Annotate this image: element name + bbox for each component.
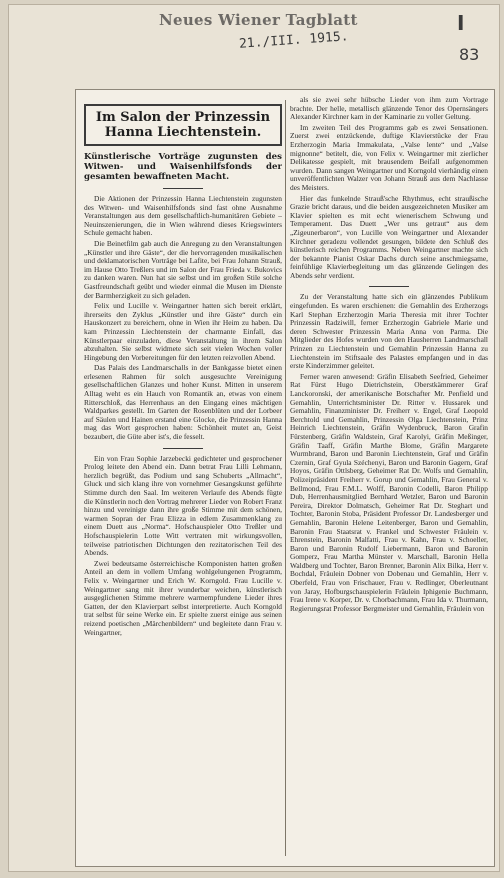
archive-mark bbox=[455, 11, 495, 77]
article-headline: Im Salon der Prinzessin Hanna Liechtenstein. bbox=[95, 110, 271, 140]
paragraph: Im zweiten Teil des Programms gab es zwei Sensationen. Zuerst zwei entzückende, duftige Klavierstücke der Frau Erzherzogin Maria Immakulata, „Valse lente“ und „Valse mignonne“ betitelt, die, von Felix v. Weingartner mit zierlicher Delikatesse gespielt, mit brausendem Beifall aufgenommen wurden. Dann sangen Weingartner und Korngold vierhändig einen unveröffentlichten Walzer von Johann Strauß aus dem Nachlasse des Meisters. bbox=[290, 122, 488, 192]
article-column-right bbox=[290, 96, 488, 860]
newspaper-clipping bbox=[75, 89, 495, 867]
newspaper-masthead: Neues Wiener Tagblatt bbox=[159, 11, 358, 29]
article-subhead: Künstlerische Vorträge zugunsten des Witwen- und Waisenhilfsfonds der gesamten bewaffneten Macht. bbox=[84, 152, 282, 182]
paragraph: als sie zwei sehr hübsche Lieder von ihm zum Vortrage brachte. Der helle, metallisch glänzende Tenor des Opernsängers Alexander Kirchner kam in der Kaminarie zu voller Geltung. bbox=[290, 96, 488, 122]
paragraph: Zu der Veranstaltung hatte sich ein glänzendes Publikum eingefunden. Es waren erschienen: die Gemahlin des Erzherzogs Karl Stephan Erzherzogin Maria Theresia mit ihrer Tochter Prinzessin Radziwill, ferner Erzherzogin Gabriele Marie und deren Schwester Prinzessin Maria Anna von Parma. Die Mitglieder des Hofes wurden von den Hausherren Landmarschall Prinzen zu Liechtenstein und Gemahlin Prinzessin Hanna zu Liechtenstein im Stiftsaale des Palastes empfangen und in das erste Kinderzimmer geleitet. bbox=[290, 292, 488, 371]
archive-number: 83 bbox=[459, 45, 480, 64]
paragraph: Zwei bedeutsame österreichische Komponisten hatten großen Anteil an dem in vollem Umfang wohlgelungenen Programm, Felix v. Weingartner und Erich W. Korngold. Frau Lucille v. Weingartner sang mit ihrer wunderbar weichen, künstlerisch ausgeglichenen Stimme mehrere warmempfundene Lieder ihres Gatten, der den Klavierpart selbst interpretierte. Auch Korngold trat selbst für seine Werke ein. Er spielte zuerst einige aus seinen reizend poetischen „Märchenbildern“ und begleitete dann Frau v. Weingartner, bbox=[84, 558, 282, 637]
article-column-left bbox=[84, 96, 282, 860]
paragraph: Die Beinetfilm gab auch die Anregung zu den Veranstaltungen „Künstler und ihre Gäste“, der die hervorragenden musikalischen und deklamatorischen Vorträge bei Lafite, bei Frau Johann Strauß, im Hause Otto Treßlers und im Salon der Frau Frieda v. Bukovics zu danken waren. Nun hat sie selbst und im großen Stile solche Gastfreundschaft geübt und wieder einmal die Musen im Dienste der Barmherzigkeit zu sich geladen. bbox=[84, 238, 282, 300]
archive-sheet bbox=[8, 4, 500, 872]
paragraph: Die Aktionen der Prinzessin Hanna Liechtenstein zugunsten des Witwen- und Waisenhilfsfonds sind fast ohne Ausnahme Veranstaltungen aus dem gesellschaftlich-humanitären Gebiete – Neuinszenierungen, die in Wien während dieses Kriegswinters Schule gemacht haben. bbox=[84, 194, 282, 238]
paragraph: Felix und Lucille v. Weingartner hatten sich bereit erklärt, ihrerseits den Zyklus „Künstler und ihre Gäste“ durch ein Hauskonzert zu bereichern, ohne in Wien ihr Heim zu haben. Da kam Prinzessin Liechtenstein der charmante Einfall, das Künstlerpaar einzuladen, diese Veranstaltung in ihrem Salon abzuhalten. Sie selbst widmete sich seit vielen Wochen voller Hingebung den Vorbereitungen für den letzten reizvollen Abend. bbox=[84, 301, 282, 362]
headline-box bbox=[84, 104, 282, 146]
paragraph: Ein von Frau Sophie Jarzebecki gedichteter und gesprochener Prolog leitete den Abend ein. Dann betrat Frau Lilli Lehmann, herzlich begrüßt, das Podium und sang Schuberts „Allmacht“, Gluck und sich klang ihre von vornehmer Gesangskunst geführte Stimme durch den Saal. Im weiteren Verlaufe des Abends fügte die Künstlerin noch den Vortrag mehrerer Lieder von Robert Franz hinzu und vereinigte dann ihre große Stimme mit dem schönen, warmen Sopran der Frau Elizza in edlem Zusammenklang zu einem Duett aus „Norma“. Hofschauspieler Otto Treßler und Hofschauspielerin Lotte Witt vertraten mit wirkungsvollen, teilweise patriotischen Dichtungen den rezitatorischen Teil des Abends. bbox=[84, 453, 282, 558]
paragraph: Das Palais des Landmarschalls in der Bankgasse bietet einen erlesenen Rahmen für solch ausgesuchte Vereinigung gesellschaftlichen Glanzes und hoher Kunst. Mitten in unserem Alltag weht es ein Hauch von Romantik an, etwas von einem Ritterschloß, das Herrenhaus an den Eingang eines mächtigen Waldparkes gestellt. Im Garten der Rosenblüten und der Lorbeer auf Säulen und Hainen erstand eine Glocke, die Prinzessin Hanna mag das Wort gesprochen haben: Schönheit mutet an, Geist bezaubert, die Güte aber ist's, die fesselt. bbox=[84, 363, 282, 442]
archive-roman-numeral: I bbox=[457, 11, 465, 35]
paragraph: Hier das funkelnde Strauß'sche Rhythmus, echt straußische Grazie bricht daraus, und die beiden ausgezeichneten Musiker am Klavier spielten es mit echt wienerischem Schwung und Temperament. Das Duett „Wer uns getraut“ aus dem „Zigeunerbaron“, von Lucille von Weingartner und Alexander Kirchner geradezu vollendet gesungen, bildete den Schluß des künstlerisch reichen Programms. Neben Weingartner machte sich der bekannte Pianist Oskar Dachs durch seine anschmiegsame, feinfühlige Klavierbegleitung um das glänzende Gelingen des Abends sehr verdient. bbox=[290, 193, 488, 280]
separator bbox=[163, 188, 203, 189]
paragraph: Ferner waren anwesend: Gräfin Elisabeth Seefried, Geheimer Rat Fürst Hugo Dietrichstein, Oberstkämmerer Graf Lanckoronski, der amerikanische Botschafter Mr. Penfield und Gemahlin, Unterrichtsminister Dr. Ritter v. Hussarek und Gemahlin, Finanzminister Dr. Freiherr v. Engel, Graf Leopold Berchtold und Gemahlin, Prinzessin Olga Liechtenstein, Prinz Heinrich Liechtenstein, Gräfin Wydenbruck, Baron Grafin Fürstenberg, Gräfin Waldstein, Graf Karolyi, Gräfin Meßinger, Gräfin Taaff, Gräfin Marthe Blome, Gräfin Margarete Wurmbrand, Baron und Baronin Liechtenstein, Graf und Gräfin Czernin, Graf Gyula Széchenyi, Baron und Baronin Gagern, Graf Hoyos, Gräfin Ottlsberg, Geheimer Rat Dr. Wolfs und Gemahlin, Polizeipräsident Freiherr v. Gorup und Gemahlin, Frau General v. Bellmond, Frau F.M.L. Wolff, Baronin Codelli, Baron Philipp Dub, Herrenhausmitglied Bernhard Wetzler, Baron und Baronin Pereira, Direktor Dolmatsch, Geheimer Rat Dr. Steghart und Tochter, Baronin Stoba, Präsident Professor Dr. Landesberger und Gemahlin, Baronin Helene Leitenberger, Baron und Gemahlin, Baronin Frau Staatsrat v. Frankel und Schwester Fräulein v. Ehrenstein, Baronin Malfatti, Frau v. Kahn, Frau v. Schoeller, Baron und Baronin Rudolf Liebermann, Baron und Baronin Gomperz, Frau Martha Münster v. Marschall, Baronin Hella Waldberg und Tochter, Baron Brenner, Baronin Alix Bilka, Herr v. Bochdal, Fräulein Dobner von Dobenau und Gemahlin, Herr v. Oberfeld, Frau von Frischauer, Frau v. Redlinger, Oberleutnant von Jaray, Hofburgschauspielerin Fräulein Iphigenie Buchmann, Frau Irene v. Korper, Dr. v. Chorbachmann, Frau Ida v. Thurmann, Regierungsrat Professor Bergmeister und Gemahlin, Fräulein von bbox=[290, 371, 488, 613]
separator bbox=[163, 448, 203, 449]
column-divider bbox=[285, 100, 286, 856]
separator bbox=[369, 286, 409, 287]
handwritten-date: 21./III. 1915. bbox=[238, 29, 349, 52]
